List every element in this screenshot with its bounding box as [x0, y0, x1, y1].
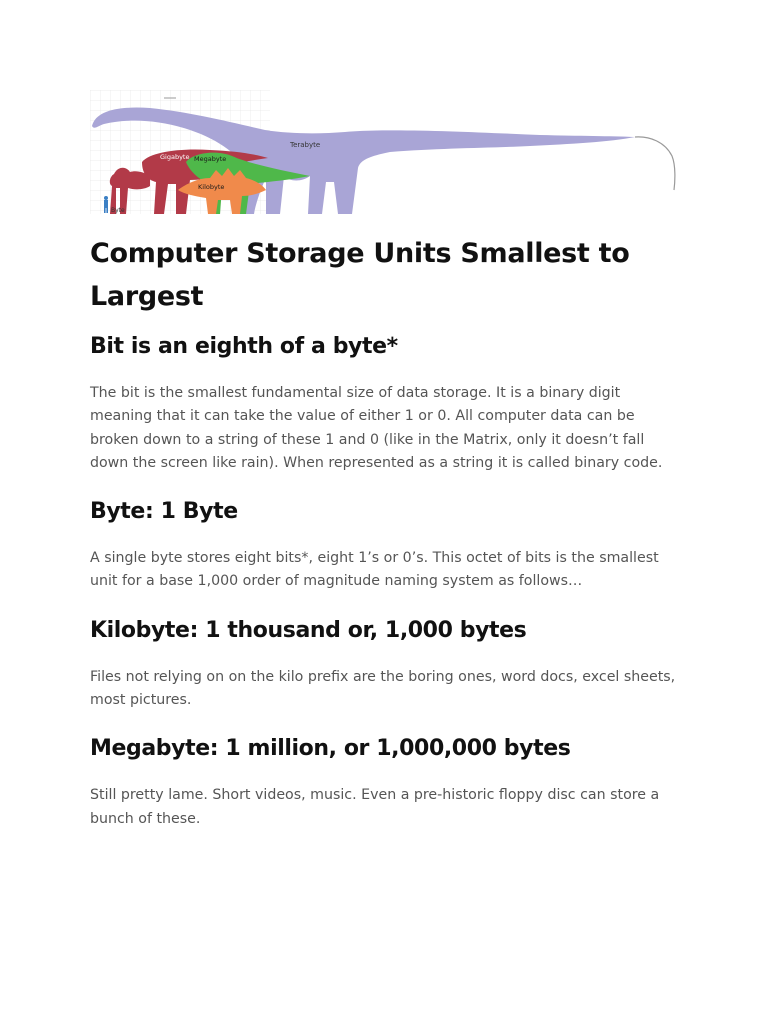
dinosaur-size-comparison-image: [90, 90, 680, 214]
byte-label: Byte: [111, 207, 125, 214]
section-byte: [90, 497, 680, 594]
section-bit: [90, 332, 680, 475]
section-megabyte: [90, 734, 680, 831]
section-heading: Bit is an eighth of a byte*: [90, 334, 398, 359]
section-body: The bit is the smallest fundamental size of data storage. It is a binary digit meaning that it can take the value of either 1 or 0. All computer data can be broken down to a string of these 1 and 0 (like in the Matrix, only it doesn’t fall down the screen like rain). When represented as a string it is called binary code.: [90, 385, 663, 471]
section-heading: Megabyte: 1 million, or 1,000,000 bytes: [90, 736, 571, 762]
section-kilobyte: [90, 616, 680, 713]
article-title: Computer Storage Units Smallest to Largest: [90, 238, 630, 312]
article-body: [90, 232, 680, 853]
tail-tip: [635, 137, 675, 190]
section-heading: Kilobyte: 1 thousand or, 1,000 bytes: [90, 617, 527, 643]
dinosaur-illustration: [90, 90, 680, 214]
section-body: Still pretty lame. Short videos, music. Even a pre-historic floppy disc can store a bunch of these.: [90, 787, 660, 827]
section-body: Files not relying on on the kilo prefix are the boring ones, word docs, excel sheets, most pictures.: [90, 668, 676, 709]
megabyte-label: Megabyte: [194, 155, 227, 163]
kilobyte-label: Kilobyte: [198, 183, 225, 191]
terabyte-label: Terabyte: [290, 141, 321, 149]
gigabyte-label: Gigabyte: [160, 153, 190, 161]
section-body: A single byte stores eight bits*, eight 1’s or 0’s. This octet of bits is the smallest unit for a base 1,000 order of magnitude naming system as follows…: [90, 550, 659, 590]
section-heading: Byte: 1 Byte: [90, 499, 238, 525]
